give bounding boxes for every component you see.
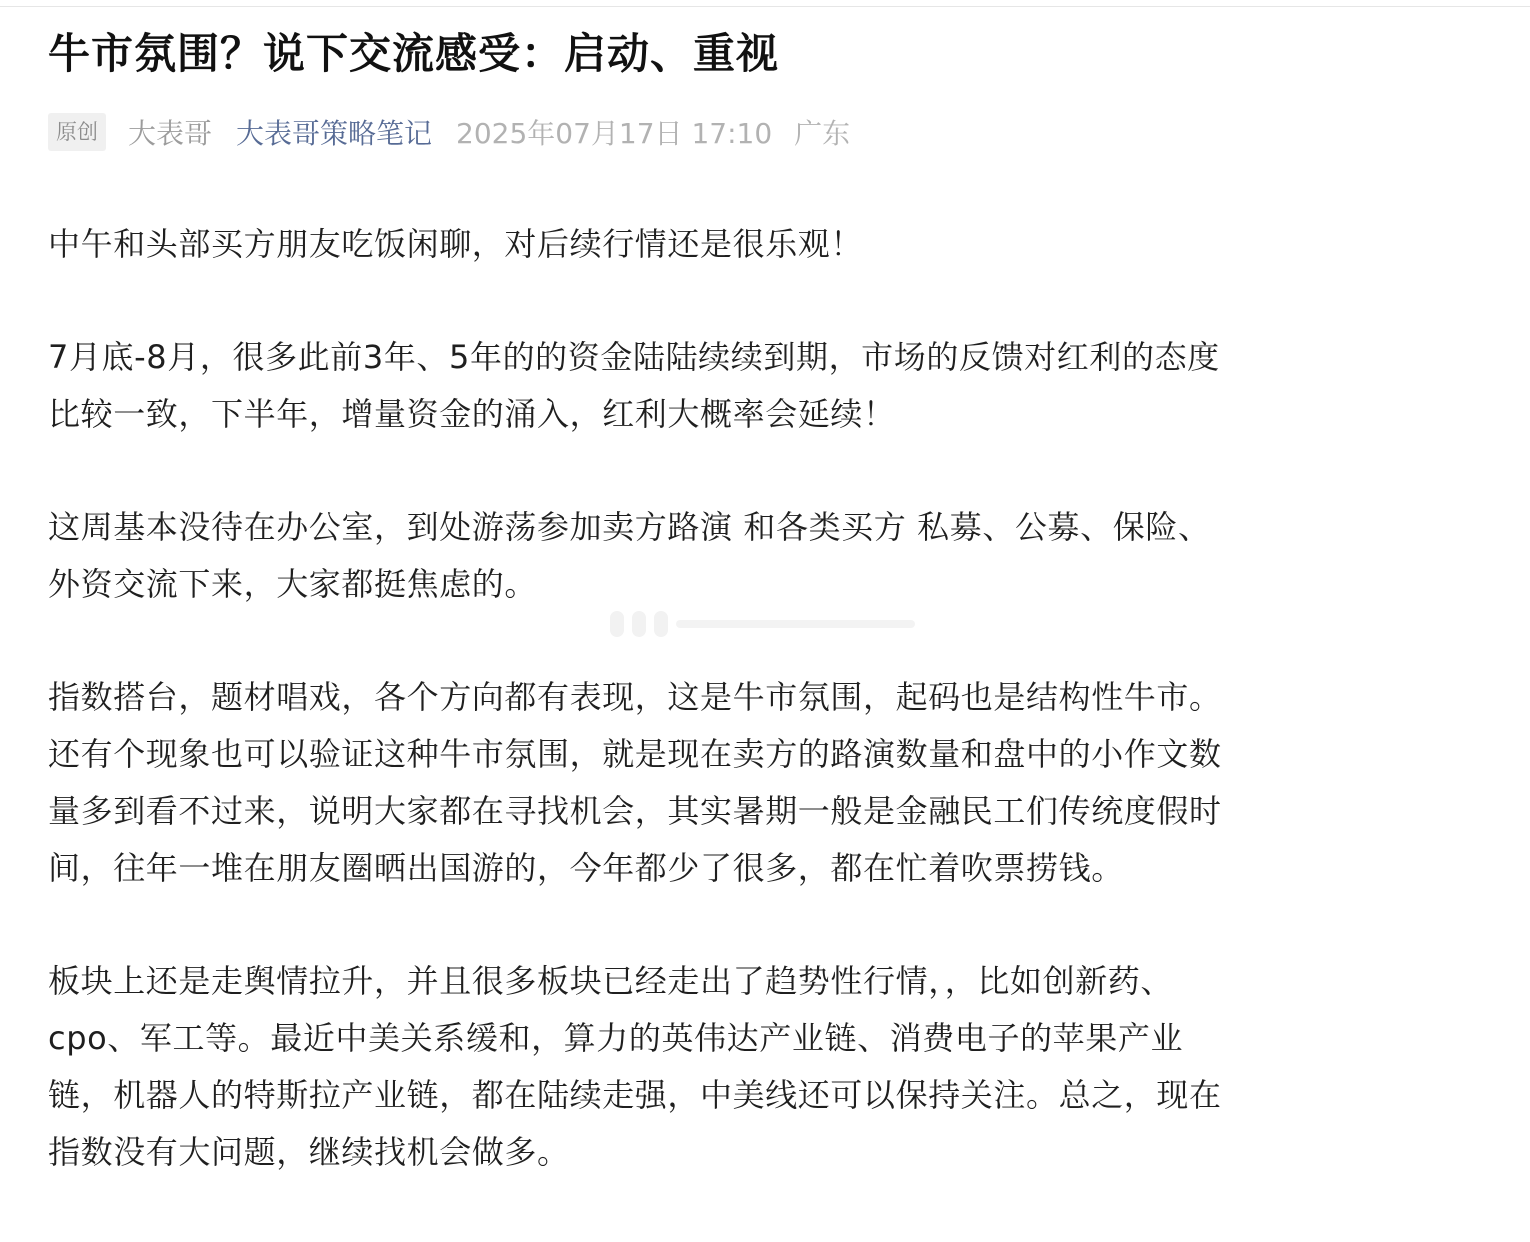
faded-mark [654,611,668,637]
text-line: 外资交流下来，大家都挺焦虑的。 [48,565,538,603]
top-border [0,6,1530,7]
author-name: 大表哥 [128,117,213,150]
text-line: 指数没有大问题，继续找机会做多。 [48,1133,570,1171]
article-header [48,26,1408,152]
text-line: 7月底-8月，很多此前3年、5年的的资金陆陆续续到期，市场的反馈对红利的态度 [48,338,1220,376]
paragraph-3 [48,499,1408,613]
text-line: 这周基本没待在办公室，到处游荡参加卖方路演 和各类买方 私募、公募、保险、 [48,508,1211,546]
text-line: 比较一致，下半年，增量资金的涌入，红利大概率会延续！ [48,395,896,433]
text-line: 还有个现象也可以验证这种牛市氛围，就是现在卖方的路演数量和盘中的小作文数 [48,735,1222,773]
faded-bar [676,620,915,628]
paragraph-4 [48,669,1408,897]
publish-location: 广东 [794,117,851,150]
text-line: 板块上还是走舆情拉升，并且很多板块已经走出了趋势性行情，，比如创新药、 [48,962,1174,1000]
article-title: 牛市氛围？说下交流感受：启动、重视 [48,29,780,78]
text-line: 间，往年一堆在朋友圈晒出国游的，今年都少了很多，都在忙着吹票捞钱。 [48,849,1124,887]
article-body [48,216,1408,1237]
paragraph-5 [48,953,1408,1181]
faded-mark [632,611,646,637]
account-name-link[interactable]: 大表哥策略笔记 [236,117,433,150]
paragraph-2 [48,329,1408,443]
text-line: 中午和头部买方朋友吃饭闲聊，对后续行情还是很乐观！ [48,225,864,263]
article-meta [48,112,1408,152]
text-line: 链，机器人的特斯拉产业链，都在陆续走强，中美线还可以保持关注。总之，现在 [48,1076,1222,1114]
original-badge: 原创 [48,113,106,151]
text-line: 量多到看不过来，说明大家都在寻找机会，其实暑期一般是金融民工们传统度假时 [48,792,1222,830]
faded-image-placeholder [610,610,915,638]
text-line: cpo、军工等。最近中美关系缓和，算力的英伟达产业链、消费电子的苹果产业 [48,1019,1184,1057]
text-line: 指数搭台，题材唱戏，各个方向都有表现，这是牛市氛围，起码也是结构性牛市。 [48,678,1222,716]
paragraph-1 [48,216,1408,273]
faded-mark [610,611,624,637]
publish-date: 2025年07月17日 17:10 [456,117,773,150]
